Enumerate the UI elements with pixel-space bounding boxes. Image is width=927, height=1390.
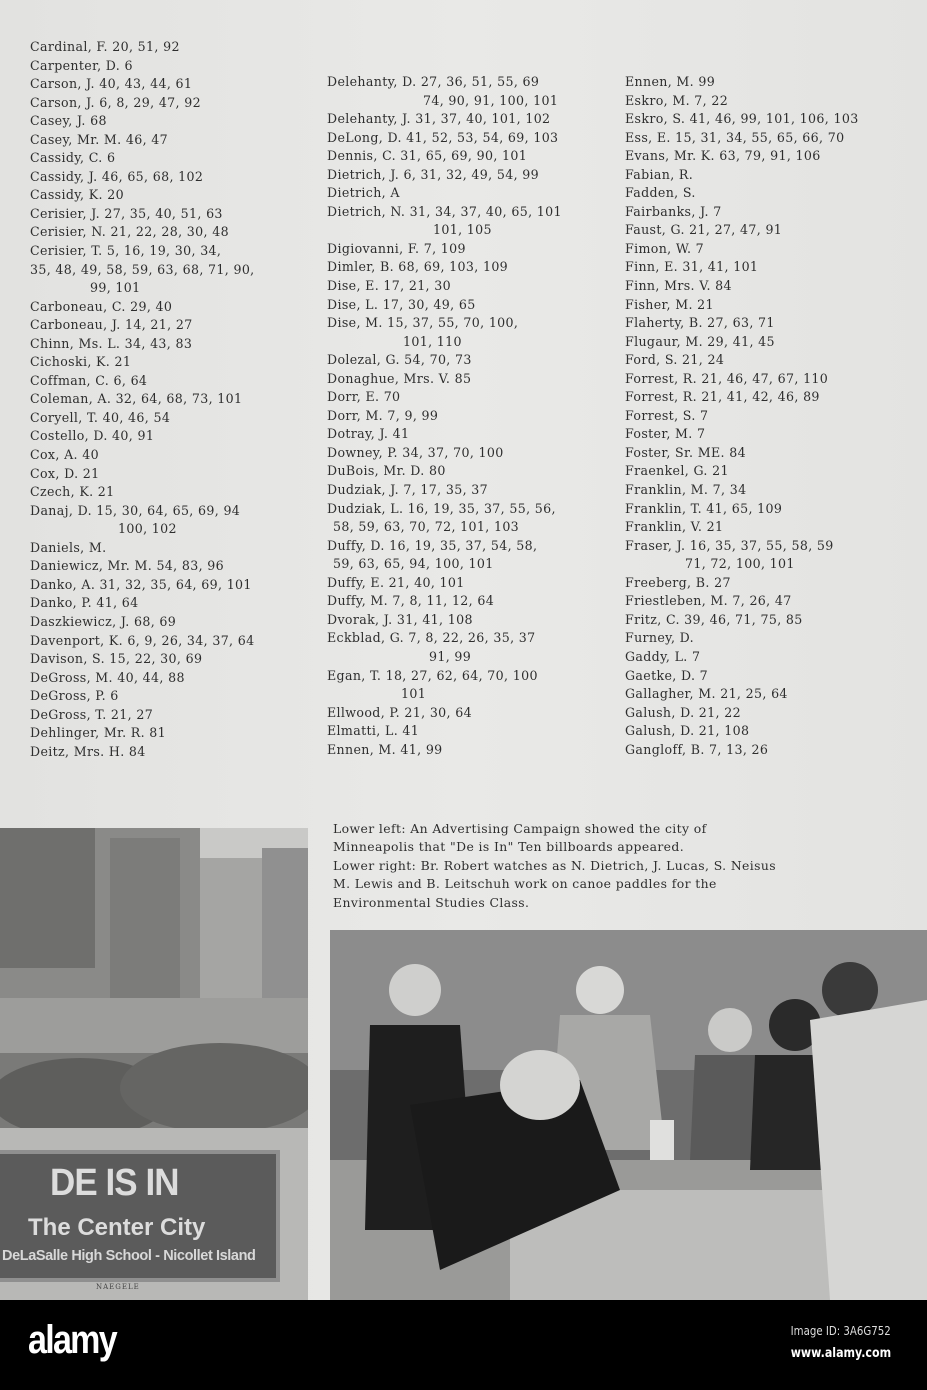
index-entry: Cox, A. 40 <box>30 447 99 463</box>
index-entry: DuBois, Mr. D. 80 <box>327 463 446 479</box>
index-entry: Chinn, Ms. L. 34, 43, 83 <box>30 335 193 351</box>
students-workshop-image <box>330 930 927 1300</box>
index-entry: Carson, J. 6, 8, 29, 47, 92 <box>30 94 201 110</box>
index-entry: Delehanty, D. 27, 36, 51, 55, 69 <box>327 74 540 89</box>
index-entry: Cerisier, J. 27, 35, 40, 51, 63 <box>30 205 223 221</box>
index-entry: Ellwood, P. 21, 30, 64 <box>327 704 472 720</box>
index-entry-continuation: 59, 63, 65, 94, 100, 101 <box>333 556 494 572</box>
index-entry: Casey, J. 68 <box>30 113 107 129</box>
index-entry: Franklin, M. 7, 34 <box>625 482 747 498</box>
index-entry-continuation: 74, 90, 91, 100, 101 <box>423 92 559 108</box>
index-entry: Dorr, E. 70 <box>327 389 401 405</box>
index-entry: Fadden, S. <box>625 185 696 201</box>
index-entry: Fritz, C. 39, 46, 71, 75, 85 <box>625 611 803 627</box>
index-entry: Eckblad, G. 7, 8, 22, 26, 35, 37 <box>327 630 536 646</box>
index-entry: Dietrich, J. 6, 31, 32, 49, 54, 99 <box>327 166 540 182</box>
photo-caption <box>333 820 776 912</box>
index-entry: Flaherty, B. 27, 63, 71 <box>625 315 775 331</box>
index-entry: Dise, M. 15, 37, 55, 70, 100, <box>327 315 519 331</box>
index-entry-continuation: 35, 48, 49, 58, 59, 63, 68, 71, 90, <box>30 261 255 277</box>
index-entry: Gallagher, M. 21, 25, 64 <box>625 686 788 702</box>
index-entry: Furney, D. <box>625 630 695 646</box>
caption-line: M. Lewis and B. Leitschuh work on canoe paddles for the <box>333 876 717 892</box>
billboard-maker: NAEGELE <box>96 1283 140 1291</box>
index-entry: Danaj, D. 15, 30, 64, 65, 69, 94 <box>30 502 241 518</box>
index-entry: Elmatti, L. 41 <box>327 723 420 739</box>
index-entry: Dise, E. 17, 21, 30 <box>327 278 451 294</box>
alamy-logo: alamy <box>28 1318 116 1362</box>
index-entry: Czech, K. 21 <box>30 484 115 500</box>
index-entry: Cichoski, K. 21 <box>30 354 132 370</box>
index-entry: Coryell, T. 40, 46, 54 <box>30 409 171 425</box>
index-entry: Dolezal, G. 54, 70, 73 <box>327 352 472 368</box>
index-entry: Davenport, K. 6, 9, 26, 34, 37, 64 <box>30 632 255 648</box>
index-entry: Galush, D. 21, 108 <box>625 723 750 739</box>
index-entry: Carboneau, C. 29, 40 <box>30 298 173 314</box>
index-entry: Gangloff, B. 7, 13, 26 <box>625 741 769 757</box>
index-entry: Foster, M. 7 <box>625 426 706 442</box>
index-entry: Flugaur, M. 29, 41, 45 <box>625 333 775 349</box>
index-entry: Forrest, R. 21, 46, 47, 67, 110 <box>625 370 829 386</box>
index-entry: Fraser, J. 16, 35, 37, 55, 58, 59 <box>625 537 834 553</box>
index-entry-continuation: 101 <box>401 686 427 702</box>
index-entry: Coffman, C. 6, 64 <box>30 372 148 388</box>
index-entry: Dietrich, A <box>327 185 400 201</box>
index-entry: Carboneau, J. 14, 21, 27 <box>30 317 193 333</box>
index-entry: Delehanty, J. 31, 37, 40, 101, 102 <box>327 111 551 127</box>
index-entry-continuation: 71, 72, 100, 101 <box>685 556 795 572</box>
index-entry: Duffy, M. 7, 8, 11, 12, 64 <box>327 593 495 609</box>
index-entry: Davison, S. 15, 22, 30, 69 <box>30 651 203 667</box>
index-entry: Cerisier, N. 21, 22, 28, 30, 48 <box>30 224 229 240</box>
index-entry: Duffy, E. 21, 40, 101 <box>327 574 465 590</box>
index-entry: Evans, Mr. K. 63, 79, 91, 106 <box>625 148 821 164</box>
index-entry: Dotray, J. 41 <box>327 426 410 442</box>
index-entry: Danko, P. 41, 64 <box>30 595 139 611</box>
index-entry: Deitz, Mrs. H. 84 <box>30 743 146 759</box>
site-url: www.alamy.com <box>790 1346 891 1361</box>
index-entry-continuation: 58, 59, 63, 70, 72, 101, 103 <box>333 519 520 535</box>
index-entry: Finn, E. 31, 41, 101 <box>625 259 759 275</box>
index-entry: Dietrich, N. 31, 34, 37, 40, 65, 101 <box>327 203 562 219</box>
canoe-paddle-class-photo <box>330 930 927 1300</box>
index-entry: Digiovanni, F. 7, 109 <box>327 240 466 256</box>
index-column-2 <box>327 73 562 759</box>
caption-line: Minneapolis that "De is In" Ten billboards appeared. <box>333 839 685 855</box>
index-entry: DeLong, D. 41, 52, 53, 54, 69, 103 <box>327 129 559 145</box>
index-entry: Galush, D. 21, 22 <box>625 704 741 720</box>
billboard-headline: DE IS IN <box>50 1162 179 1204</box>
index-entry: Daszkiewicz, J. 68, 69 <box>30 613 177 629</box>
index-entry: Eskro, M. 7, 22 <box>625 92 729 108</box>
index-entry: Donaghue, Mrs. V. 85 <box>327 370 472 386</box>
index-entry: Daniels, M. <box>30 539 107 555</box>
stock-photo-footer <box>0 1300 927 1390</box>
index-entry: Franklin, T. 41, 65, 109 <box>625 500 783 516</box>
index-entry: Dise, L. 17, 30, 49, 65 <box>327 296 476 312</box>
index-entry: Freeberg, B. 27 <box>625 574 731 590</box>
index-entry: Fairbanks, J. 7 <box>625 203 722 219</box>
index-entry: Carpenter, D. 6 <box>30 57 133 73</box>
billboard-subhead: The Center City <box>28 1214 206 1241</box>
index-entry: Ess, E. 15, 31, 34, 55, 65, 66, 70 <box>625 129 845 145</box>
index-entry: Dvorak, J. 31, 41, 108 <box>327 611 473 627</box>
index-entry: Cassidy, C. 6 <box>30 150 116 166</box>
index-entry: Cerisier, T. 5, 16, 19, 30, 34, <box>30 243 222 259</box>
index-entry: Fraenkel, G. 21 <box>625 463 729 479</box>
index-entry: DeGross, P. 6 <box>30 688 119 704</box>
index-entry: Ennen, M. 41, 99 <box>327 741 443 757</box>
index-column-3 <box>625 73 859 759</box>
index-entry: Eskro, S. 41, 46, 99, 101, 106, 103 <box>625 111 859 127</box>
index-entry-continuation: 100, 102 <box>118 521 177 537</box>
caption-line: Environmental Studies Class. <box>333 894 530 910</box>
index-entry: Forrest, R. 21, 41, 42, 46, 89 <box>625 389 820 405</box>
index-entry: Egan, T. 18, 27, 62, 64, 70, 100 <box>327 667 538 683</box>
billboard-school: DeLaSalle High School - Nicollet Island <box>2 1248 256 1264</box>
billboard-sign <box>0 1150 280 1282</box>
index-entry: Fisher, M. 21 <box>625 296 714 312</box>
caption-line: Lower left: An Advertising Campaign showed the city of <box>333 821 707 836</box>
index-entry: Franklin, V. 21 <box>625 519 724 535</box>
index-entry: Dehlinger, Mr. R. 81 <box>30 725 167 741</box>
index-entry: Dudziak, J. 7, 17, 35, 37 <box>327 482 489 498</box>
index-entry: Cassidy, J. 46, 65, 68, 102 <box>30 168 204 184</box>
index-entry: Forrest, S. 7 <box>625 407 709 423</box>
index-entry: Dorr, M. 7, 9, 99 <box>327 407 439 423</box>
index-entry: Cardinal, F. 20, 51, 92 <box>30 39 180 54</box>
index-entry: DeGross, T. 21, 27 <box>30 706 154 722</box>
image-id: Image ID: 3A6G752 <box>790 1324 891 1338</box>
index-entry: Coleman, A. 32, 64, 68, 73, 101 <box>30 391 243 407</box>
index-entry: Danko, A. 31, 32, 35, 64, 69, 101 <box>30 576 252 592</box>
index-entry-continuation: 91, 99 <box>429 648 472 664</box>
index-entry-continuation: 99, 101 <box>90 280 141 296</box>
index-entry: Downey, P. 34, 37, 70, 100 <box>327 444 504 460</box>
index-entry: Dimler, B. 68, 69, 103, 109 <box>327 259 509 275</box>
index-entry: Fimon, W. 7 <box>625 240 705 256</box>
index-entry: Friestleben, M. 7, 26, 47 <box>625 593 792 609</box>
index-entry: Ford, S. 21, 24 <box>625 352 725 368</box>
index-entry: Daniewicz, Mr. M. 54, 83, 96 <box>30 558 225 574</box>
index-entry-continuation: 101, 110 <box>403 333 462 349</box>
index-entry: Dennis, C. 31, 65, 69, 90, 101 <box>327 148 528 164</box>
index-entry-continuation: 101, 105 <box>433 222 492 238</box>
index-entry: DeGross, M. 40, 44, 88 <box>30 669 185 685</box>
index-entry: Finn, Mrs. V. 84 <box>625 278 732 294</box>
index-entry: Dudziak, L. 16, 19, 35, 37, 55, 56, <box>327 500 556 516</box>
index-entry: Fabian, R. <box>625 166 694 182</box>
index-entry: Foster, Sr. ME. 84 <box>625 444 746 460</box>
index-entry: Carson, J. 40, 43, 44, 61 <box>30 76 193 92</box>
index-entry: Costello, D. 40, 91 <box>30 428 155 444</box>
index-entry: Gaddy, L. 7 <box>625 648 701 664</box>
index-entry: Faust, G. 21, 27, 47, 91 <box>625 222 783 238</box>
index-entry: Casey, Mr. M. 46, 47 <box>30 131 169 147</box>
caption-line: Lower right: Br. Robert watches as N. Dietrich, J. Lucas, S. Neisus <box>333 857 777 873</box>
index-entry: Cassidy, K. 20 <box>30 187 124 203</box>
index-entry: Gaetke, D. 7 <box>625 667 709 683</box>
index-entry: Ennen, M. 99 <box>625 74 716 89</box>
index-entry: Duffy, D. 16, 19, 35, 37, 54, 58, <box>327 537 538 553</box>
index-column-1 <box>30 38 255 761</box>
index-entry: Cox, D. 21 <box>30 465 100 481</box>
